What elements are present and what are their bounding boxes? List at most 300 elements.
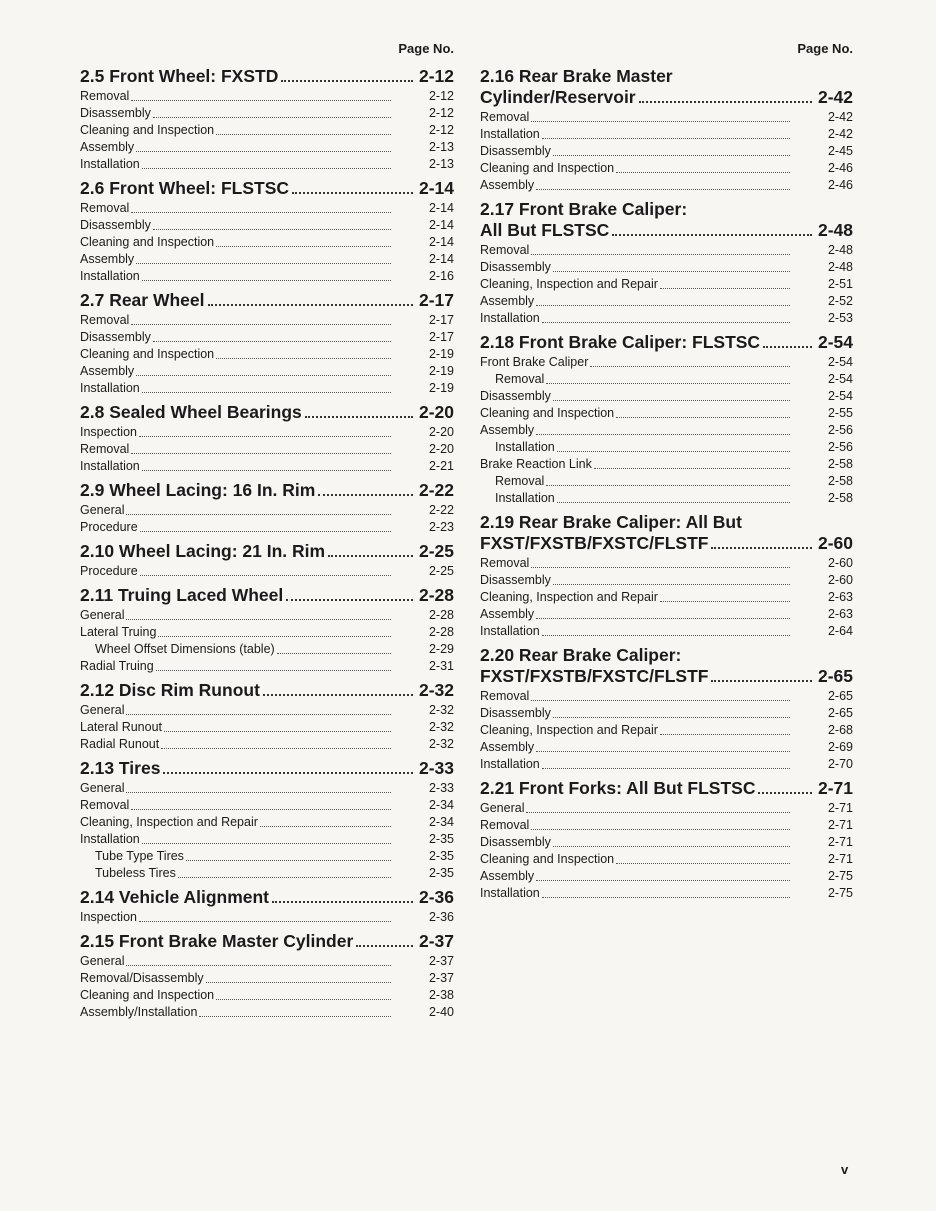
- entry-title: General: [80, 608, 125, 622]
- entry-page-number: 2-28: [428, 625, 454, 639]
- entry-title: Disassembly: [480, 260, 551, 274]
- dot-leader: [553, 584, 790, 585]
- entry-title: Cleaning and Inspection: [480, 161, 615, 175]
- toc-entry: [80, 831, 454, 848]
- dot-leader: [131, 212, 391, 213]
- toc-entry: [480, 490, 853, 507]
- section-heading: [80, 541, 454, 562]
- dot-leader: [546, 383, 790, 384]
- section-title-line: [480, 645, 815, 666]
- dot-leader: [542, 138, 790, 139]
- entry-title: Disassembly: [480, 573, 551, 587]
- section-title-text: 2.20 Rear Brake Caliper:: [480, 645, 682, 665]
- toc-entry: [80, 607, 454, 624]
- toc-entry: [480, 572, 853, 589]
- dot-leader: [616, 417, 790, 418]
- entry-title: Assembly: [480, 869, 535, 883]
- entry-page-number: 2-75: [827, 886, 853, 900]
- dot-leader: [142, 843, 391, 844]
- entry-page-number: 2-32: [428, 703, 454, 717]
- section-title: [480, 66, 815, 108]
- entry-title: Cleaning and Inspection: [480, 406, 615, 420]
- dot-leader: [305, 416, 413, 418]
- entry-title: Disassembly: [480, 835, 551, 849]
- section-page-number: 2-54: [817, 332, 853, 352]
- toc-section: [80, 66, 454, 173]
- section-heading: [80, 402, 454, 423]
- entry-page-number: 2-25: [428, 564, 454, 578]
- entry-page-number: 2-58: [827, 474, 853, 488]
- entry-title: Installation: [80, 459, 140, 473]
- dot-leader: [639, 101, 812, 103]
- dot-leader: [536, 189, 790, 190]
- entry-page-number: 2-58: [827, 491, 853, 505]
- entry-page-number: 2-53: [827, 311, 853, 325]
- toc-section: [480, 66, 853, 194]
- section-title-text: 2.13 Tires: [80, 758, 161, 778]
- toc-entry: [80, 122, 454, 139]
- entry-page-number: 2-63: [827, 590, 853, 604]
- dot-leader: [542, 635, 790, 636]
- toc-entry: [480, 817, 853, 834]
- toc-section: [80, 887, 454, 926]
- page-no-header: Page No.: [797, 41, 853, 56]
- entry-title: Cleaning, Inspection and Repair: [480, 277, 658, 291]
- dot-leader: [531, 700, 790, 701]
- section-page-number: 2-37: [418, 931, 454, 951]
- entry-title: Tubeless Tires: [95, 866, 176, 880]
- dot-leader: [161, 748, 391, 749]
- entry-title: Disassembly: [480, 706, 551, 720]
- entry-page-number: 2-12: [428, 123, 454, 137]
- entry-page-number: 2-65: [827, 706, 853, 720]
- toc-entry: [480, 405, 853, 422]
- entry-title: Front Brake Caliper: [480, 355, 589, 369]
- entry-title: Installation: [80, 832, 140, 846]
- entry-page-number: 2-19: [428, 347, 454, 361]
- dot-leader: [557, 451, 790, 452]
- toc-entry: [80, 970, 454, 987]
- section-title-line: [480, 87, 815, 108]
- section-page-number: 2-32: [418, 680, 454, 700]
- toc-entry: [80, 719, 454, 736]
- entry-title: Inspection: [80, 425, 137, 439]
- toc-section: [80, 290, 454, 397]
- section-heading: [80, 290, 454, 311]
- toc-entry: [80, 363, 454, 380]
- toc-entry: [480, 739, 853, 756]
- entry-page-number: 2-20: [428, 442, 454, 456]
- toc-entry: [480, 276, 853, 293]
- entry-title: General: [80, 781, 125, 795]
- section-title-text: FXST/FXSTB/FXSTC/FLSTF: [480, 666, 709, 686]
- entry-page-number: 2-17: [428, 330, 454, 344]
- entry-page-number: 2-14: [428, 218, 454, 232]
- toc-section: [80, 541, 454, 580]
- entry-page-number: 2-14: [428, 252, 454, 266]
- toc-section: [80, 480, 454, 536]
- toc-entry: [80, 329, 454, 346]
- entry-page-number: 2-36: [428, 910, 454, 924]
- section-page-number: 2-65: [817, 666, 853, 686]
- entry-title: Installation: [480, 311, 540, 325]
- entry-title: Removal: [80, 442, 130, 456]
- toc-entry: [80, 251, 454, 268]
- dot-leader: [178, 877, 391, 878]
- toc-entry: [480, 126, 853, 143]
- dot-leader: [131, 100, 391, 101]
- entry-page-number: 2-13: [428, 157, 454, 171]
- entry-page-number: 2-75: [827, 869, 853, 883]
- entry-page-number: 2-32: [428, 720, 454, 734]
- entry-page-number: 2-58: [827, 457, 853, 471]
- toc-entry: [480, 388, 853, 405]
- entry-page-number: 2-29: [428, 642, 454, 656]
- dot-leader: [536, 880, 790, 881]
- entry-page-number: 2-55: [827, 406, 853, 420]
- entry-page-number: 2-46: [827, 178, 853, 192]
- dot-leader: [153, 229, 391, 230]
- section-page-number: 2-28: [418, 585, 454, 605]
- toc-entry: [80, 88, 454, 105]
- dot-leader: [208, 304, 414, 306]
- section-title-line: [480, 66, 815, 87]
- entry-title: Cleaning and Inspection: [80, 988, 215, 1002]
- section-title-text: 2.9 Wheel Lacing: 16 In. Rim: [80, 480, 316, 500]
- toc-entry: [80, 502, 454, 519]
- section-title-text: 2.5 Front Wheel: FXSTD: [80, 66, 279, 86]
- entry-title: Assembly: [480, 607, 535, 621]
- toc-entry: [480, 371, 853, 388]
- entry-title: Disassembly: [480, 389, 551, 403]
- entry-title: Assembly: [80, 140, 135, 154]
- entry-page-number: 2-40: [428, 1005, 454, 1019]
- entry-page-number: 2-54: [827, 372, 853, 386]
- dot-leader: [660, 288, 790, 289]
- dot-leader: [553, 846, 790, 847]
- toc-entry: [80, 780, 454, 797]
- entry-page-number: 2-63: [827, 607, 853, 621]
- dot-leader: [126, 619, 391, 620]
- entry-title: Brake Reaction Link: [480, 457, 592, 471]
- toc-section: [480, 778, 853, 902]
- toc-section: [480, 199, 853, 327]
- toc-column-right: [480, 36, 853, 907]
- toc-entry: [80, 736, 454, 753]
- entry-page-number: 2-20: [428, 425, 454, 439]
- section-title: [80, 480, 416, 501]
- section-page-number: 2-42: [817, 87, 853, 107]
- toc-section: [80, 680, 454, 753]
- entry-page-number: 2-17: [428, 313, 454, 327]
- toc-entry: [80, 312, 454, 329]
- toc-entry: [480, 473, 853, 490]
- section-page-number: 2-14: [418, 178, 454, 198]
- section-title-line: [480, 533, 815, 554]
- entry-title: Assembly/Installation: [80, 1005, 198, 1019]
- entry-page-number: 2-71: [827, 835, 853, 849]
- dot-leader: [557, 502, 790, 503]
- dot-leader: [216, 246, 391, 247]
- entry-title: Procedure: [80, 520, 138, 534]
- dot-leader: [531, 254, 790, 255]
- entry-page-number: 2-65: [827, 689, 853, 703]
- toc-section: [480, 332, 853, 507]
- toc-entry: [480, 310, 853, 327]
- dot-leader: [163, 772, 413, 774]
- toc-entry: [80, 702, 454, 719]
- section-page-number: 2-60: [817, 533, 853, 553]
- entry-page-number: 2-12: [428, 89, 454, 103]
- dot-leader: [536, 305, 790, 306]
- section-heading: [480, 199, 853, 241]
- dot-leader: [553, 271, 790, 272]
- toc-entry: [80, 424, 454, 441]
- entry-title: Disassembly: [80, 106, 151, 120]
- toc-entry: [480, 589, 853, 606]
- section-title: [80, 680, 416, 701]
- section-title: [80, 178, 416, 199]
- entry-title: Assembly: [480, 740, 535, 754]
- entry-page-number: 2-48: [827, 243, 853, 257]
- entry-title: Installation: [480, 886, 540, 900]
- entry-title: General: [80, 503, 125, 517]
- toc-entry: [80, 953, 454, 970]
- section-title-text: 2.18 Front Brake Caliper: FLSTSC: [480, 332, 761, 352]
- dot-leader: [542, 768, 790, 769]
- entry-title: Assembly: [80, 252, 135, 266]
- section-title: [480, 332, 815, 353]
- dot-leader: [763, 346, 812, 348]
- section-title-text: 2.6 Front Wheel: FLSTSC: [80, 178, 290, 198]
- entry-page-number: 2-34: [428, 815, 454, 829]
- entry-title: Procedure: [80, 564, 138, 578]
- entry-title: Cleaning, Inspection and Repair: [480, 590, 658, 604]
- section-title: [80, 585, 416, 606]
- toc-entry: [80, 987, 454, 1004]
- entry-page-number: 2-45: [827, 144, 853, 158]
- entry-title: Installation: [480, 127, 540, 141]
- toc-entry: [480, 868, 853, 885]
- section-heading: [80, 680, 454, 701]
- entry-page-number: 2-37: [428, 954, 454, 968]
- entry-page-number: 2-68: [827, 723, 853, 737]
- dot-leader: [126, 514, 391, 515]
- entry-title: Wheel Offset Dimensions (table): [95, 642, 275, 656]
- entry-title: Disassembly: [480, 144, 551, 158]
- dot-leader: [126, 965, 391, 966]
- toc-entry: [80, 797, 454, 814]
- dot-leader: [286, 599, 413, 601]
- toc-entry: [80, 380, 454, 397]
- section-title: [80, 66, 416, 87]
- entry-title: Installation: [495, 491, 555, 505]
- entry-page-number: 2-71: [827, 852, 853, 866]
- entry-title: Installation: [80, 269, 140, 283]
- dot-leader: [553, 717, 790, 718]
- entry-page-number: 2-48: [827, 260, 853, 274]
- dot-leader: [711, 547, 812, 549]
- page-number: v: [841, 1162, 849, 1177]
- entry-page-number: 2-35: [428, 832, 454, 846]
- entry-page-number: 2-21: [428, 459, 454, 473]
- entry-page-number: 2-19: [428, 364, 454, 378]
- entry-page-number: 2-14: [428, 201, 454, 215]
- entry-title: Removal: [480, 818, 530, 832]
- toc-section: [80, 758, 454, 882]
- toc-entry: [480, 623, 853, 640]
- toc-entry: [80, 641, 454, 658]
- dot-leader: [126, 792, 391, 793]
- entry-title: Assembly: [480, 178, 535, 192]
- dot-leader: [616, 863, 790, 864]
- section-title-text: 2.15 Front Brake Master Cylinder: [80, 931, 354, 951]
- dot-leader: [140, 575, 391, 576]
- entry-page-number: 2-71: [827, 818, 853, 832]
- dot-leader: [292, 192, 413, 194]
- entry-page-number: 2-14: [428, 235, 454, 249]
- entry-page-number: 2-56: [827, 440, 853, 454]
- toc-entry: [480, 705, 853, 722]
- entry-title: Removal: [480, 556, 530, 570]
- dot-leader: [260, 826, 391, 827]
- toc-entry: [480, 160, 853, 177]
- dot-leader: [616, 172, 790, 173]
- toc-entry: [80, 865, 454, 882]
- entry-title: Removal: [480, 110, 530, 124]
- dot-leader: [356, 945, 413, 947]
- dot-leader: [216, 134, 391, 135]
- entry-page-number: 2-42: [827, 127, 853, 141]
- toc-entry: [480, 259, 853, 276]
- toc-entry: [480, 354, 853, 371]
- toc-entry: [480, 439, 853, 456]
- toc-section: [80, 178, 454, 285]
- toc-entry: [480, 177, 853, 194]
- dot-leader: [199, 1016, 391, 1017]
- entry-title: Cleaning and Inspection: [480, 852, 615, 866]
- section-title-line: [480, 199, 815, 220]
- entry-page-number: 2-64: [827, 624, 853, 638]
- entry-title: Removal: [480, 689, 530, 703]
- section-title-text: 2.11 Truing Laced Wheel: [80, 585, 284, 605]
- toc-entry: [80, 234, 454, 251]
- entry-title: Lateral Truing: [80, 625, 157, 639]
- toc-entry: [80, 1004, 454, 1021]
- section-heading: [480, 778, 853, 799]
- section-title: [80, 402, 416, 423]
- section-title-text: 2.21 Front Forks: All But FLSTSC: [480, 778, 756, 798]
- dot-leader: [131, 809, 391, 810]
- dot-leader: [139, 436, 391, 437]
- section-title-text: 2.17 Front Brake Caliper:: [480, 199, 688, 219]
- dot-leader: [131, 324, 391, 325]
- toc-entry: [80, 139, 454, 156]
- toc-entry: [80, 105, 454, 122]
- entry-page-number: 2-12: [428, 106, 454, 120]
- toc-entry: [480, 555, 853, 572]
- entry-title: Assembly: [480, 423, 535, 437]
- section-heading: [80, 480, 454, 501]
- section-title: [480, 645, 815, 687]
- dot-leader: [531, 567, 790, 568]
- toc-entry: [80, 346, 454, 363]
- entry-page-number: 2-33: [428, 781, 454, 795]
- entry-title: Lateral Runout: [80, 720, 163, 734]
- dot-leader: [216, 358, 391, 359]
- toc-entry: [480, 885, 853, 902]
- section-page-number: 2-12: [418, 66, 454, 86]
- toc-entry: [480, 722, 853, 739]
- entry-title: Removal: [495, 372, 545, 386]
- toc-entry: [80, 200, 454, 217]
- entry-page-number: 2-69: [827, 740, 853, 754]
- dot-leader: [142, 470, 391, 471]
- toc-entry: [480, 143, 853, 160]
- dot-leader: [263, 694, 413, 696]
- dot-leader: [526, 812, 790, 813]
- entry-title: Removal: [80, 798, 130, 812]
- section-page-number: 2-36: [418, 887, 454, 907]
- entry-page-number: 2-54: [827, 355, 853, 369]
- dot-leader: [216, 999, 391, 1000]
- dot-leader: [153, 117, 391, 118]
- section-page-number: 2-22: [418, 480, 454, 500]
- section-heading: [480, 66, 853, 108]
- toc-entry: [480, 756, 853, 773]
- section-title: [480, 778, 815, 799]
- entry-title: Disassembly: [80, 330, 151, 344]
- toc-entry: [80, 909, 454, 926]
- section-title-text: 2.19 Rear Brake Caliper: All But: [480, 512, 742, 532]
- entry-title: Disassembly: [80, 218, 151, 232]
- section-title: [80, 758, 416, 779]
- dot-leader: [156, 670, 391, 671]
- section-heading: [480, 332, 853, 353]
- toc-entry: [80, 519, 454, 536]
- dot-leader: [612, 234, 812, 236]
- section-heading: [80, 758, 454, 779]
- entry-page-number: 2-46: [827, 161, 853, 175]
- entry-page-number: 2-60: [827, 573, 853, 587]
- entry-title: Radial Runout: [80, 737, 160, 751]
- entry-page-number: 2-23: [428, 520, 454, 534]
- section-title-text: 2.10 Wheel Lacing: 21 In. Rim: [80, 541, 326, 561]
- entry-page-number: 2-38: [428, 988, 454, 1002]
- section-title-text: Cylinder/Reservoir: [480, 87, 636, 107]
- toc-entry: [80, 814, 454, 831]
- entry-page-number: 2-13: [428, 140, 454, 154]
- entry-title: General: [480, 801, 525, 815]
- section-title-line: [480, 512, 815, 533]
- entry-title: Removal: [80, 89, 130, 103]
- entry-title: Assembly: [80, 364, 135, 378]
- entry-page-number: 2-35: [428, 849, 454, 863]
- section-title-text: 2.12 Disc Rim Runout: [80, 680, 260, 700]
- toc-entry: [480, 109, 853, 126]
- dot-leader: [142, 168, 391, 169]
- section-title: [480, 199, 815, 241]
- entry-title: Radial Truing: [80, 659, 154, 673]
- entry-title: Removal/Disassembly: [80, 971, 204, 985]
- section-page-number: 2-17: [418, 290, 454, 310]
- dot-leader: [164, 731, 391, 732]
- toc-entry: [80, 658, 454, 675]
- entry-page-number: 2-37: [428, 971, 454, 985]
- entry-title: Installation: [480, 757, 540, 771]
- toc-section: [80, 931, 454, 1021]
- dot-leader: [136, 375, 391, 376]
